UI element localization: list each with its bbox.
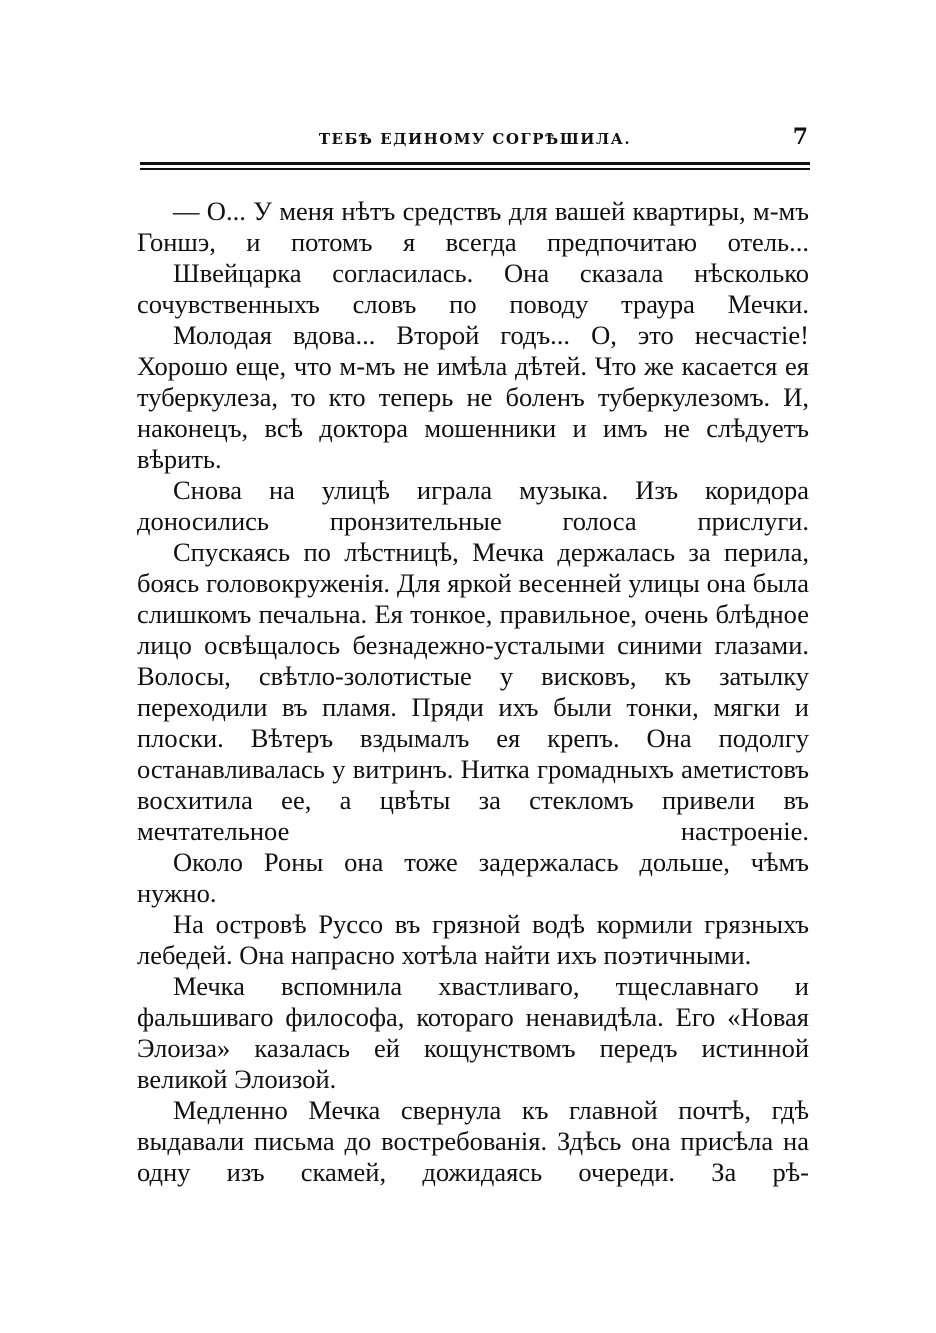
paragraph: Спускаясь по лѣстницѣ, Мечка держалась за перила, боясь головокруженія. Для яркой весенней улицы она была слишкомъ печальна. Ея тонкое, правильное, очень блѣдное лицо освѣщалось безнадежно-усталыми синими глазами. Волосы, свѣтло-золотистые у висковъ, къ затылку переходили въ пламя. Пряди ихъ были тонки, мягки и плоски. Вѣтеръ вздымалъ ея крепъ. Она подолгу останавливалась у витринъ. Нитка громадныхъ аметистовъ восхитила ее, а цвѣты за стекломъ привели въ мечтательное настроеніе. [137,537,809,846]
paragraph: Снова на улицѣ играла музыка. Изъ коридора доносились пронзительные голоса прислуги. [137,475,809,536]
paragraph: Медленно Мечка свернула къ главной почтѣ, гдѣ выдавали письма до востребованія. Здѣсь она присѣла на одну изъ скамей, дожидаясь очереди. За рѣ- [137,1095,809,1187]
paragraph: Молодая вдова... Второй годъ... О, это несчастіе! Хорошо еще, что м-мъ не имѣла дѣтей. Что же касается ея туберкулеза, то кто теперь не боленъ туберкулезомъ. И, наконецъ, всѣ доктора мошенники и имъ не слѣдуетъ вѣрить. [137,320,809,474]
running-title: ТЕБѢ ЕДИНОМУ СОГРѢШИЛА. [318,130,632,148]
paragraph: — О... У меня нѣтъ средствъ для вашей квартиры, м-мъ Гоншэ, и потомъ я всегда предпочитаю отель... [137,196,809,257]
paragraph: На островѣ Руссо въ грязной водѣ кормили грязныхъ лебедей. Она напрасно хотѣла найти ихъ поэтичными. [137,909,809,970]
header-rule-thick [140,162,810,165]
paragraph: Мечка вспомнила хвастливаго, тщеславнаго и фальшиваго философа, котораго ненавидѣла. Его «Новая Элоиза» казалась ей кощунствомъ передъ истинной великой Элоизой. [137,971,809,1094]
header-rule-thin [140,168,810,170]
page-number: 7 [792,124,808,150]
paragraph: Около Роны она тоже задержалась дольше, чѣмъ нужно. [137,847,809,908]
paragraph: Швейцарка согласилась. Она сказала нѣсколько сочувственныхъ словъ по поводу траура Мечки. [137,258,809,319]
body-text [137,196,809,1188]
running-head [140,124,810,160]
